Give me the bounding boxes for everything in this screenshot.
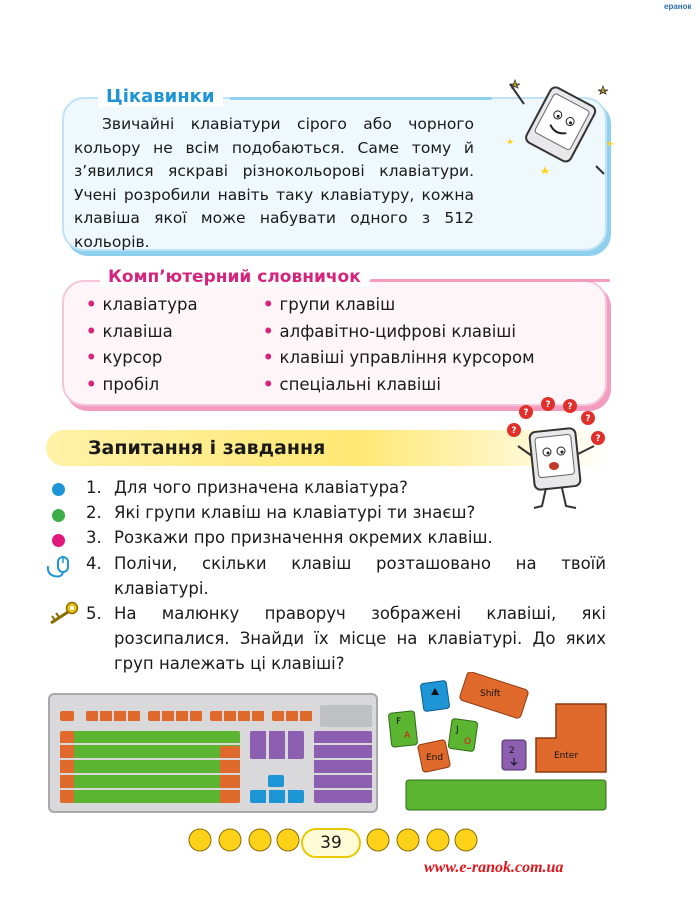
question-item	[86, 601, 606, 676]
function-keys-group	[272, 711, 314, 721]
dictionary-item: • клавіатура	[86, 292, 198, 319]
function-keys-group	[86, 711, 142, 721]
pink-dot-icon	[52, 534, 65, 547]
logo-text: eранок	[664, 2, 692, 11]
question-text: Розкажи про призначення окремих клавіш.	[114, 528, 493, 547]
f-key-label: F	[396, 717, 402, 727]
spacebar-key	[104, 790, 184, 803]
navigation-keys	[250, 731, 304, 759]
green-dot-icon	[52, 509, 65, 522]
dictionary-title-underline	[370, 279, 610, 282]
shift-key-label: Shift	[480, 689, 501, 699]
j-key-label: J	[456, 725, 459, 735]
num2-key-label: 2	[509, 746, 515, 756]
dictionary-right-list	[263, 292, 535, 398]
svg-text:?: ?	[595, 434, 601, 444]
indicator-panel	[320, 705, 372, 727]
right-mascots-icon	[362, 822, 482, 856]
dictionary-item: • спеціальні клавіші	[263, 372, 535, 399]
svg-text:?: ?	[585, 414, 591, 424]
arrow-keys-row	[250, 790, 304, 803]
publisher-logo	[664, 2, 696, 16]
question-text: Полічи, скільки клавіш розташовано на твоїй клавіатурі.	[114, 554, 606, 598]
function-keys-group	[148, 711, 204, 721]
facts-title: Цікавинки	[98, 86, 223, 107]
dictionary-item: • клавіша	[86, 319, 198, 346]
end-key-label: End	[426, 753, 444, 763]
dictionary-item: • алфавітно-цифрові клавіші	[263, 319, 535, 346]
page-number: 39	[301, 828, 361, 858]
tablet-mascot-icon	[500, 74, 618, 186]
key-icon	[46, 601, 80, 625]
dictionary-item: • курсор	[86, 345, 198, 372]
dictionary-item: • пробіл	[86, 372, 198, 399]
dictionary-left-list	[86, 292, 198, 398]
svg-text:?: ?	[567, 402, 573, 412]
keyboard-illustration	[48, 693, 378, 813]
question-number: 1.	[86, 478, 102, 497]
dictionary-item: • клавіші управління курсором	[263, 345, 535, 372]
website-link[interactable]: www.e-ranok.com.ua	[424, 859, 564, 876]
facts-text	[74, 113, 474, 254]
question-number: 4.	[86, 554, 102, 573]
question-number: 5.	[86, 604, 102, 623]
function-keys-group	[210, 711, 266, 721]
left-special-keys	[60, 731, 74, 803]
right-special-keys	[220, 746, 240, 803]
question-item	[86, 475, 606, 500]
question-item	[86, 551, 606, 601]
numeric-keypad	[314, 731, 372, 803]
mouse-icon	[44, 554, 74, 580]
dictionary-title: Комп’ютерний словничок	[100, 267, 369, 287]
svg-text:?: ?	[523, 408, 529, 418]
question-number: 3.	[86, 528, 102, 547]
a-key-label: A	[404, 731, 411, 741]
dictionary-item: • групи клавіш	[263, 292, 535, 319]
arrow-up-key	[268, 775, 284, 787]
facts-paragraph: Звичайні клавіатури сірого або чорного кольору не всім подобаються. Саме тому й з’явилися яскраві різнокольорові клавіатури. Учені розробили навіть таку клавіатуру, кожна клавіша якої може набувати одного з 512 кольорів.	[74, 115, 474, 251]
question-text: Для чого призначена клавіатура?	[114, 478, 408, 497]
question-number: 2.	[86, 503, 102, 522]
esc-key	[60, 711, 74, 721]
svg-text:?: ?	[545, 400, 551, 410]
left-mascots-icon	[184, 822, 302, 856]
question-item	[86, 500, 606, 525]
facts-title-underline	[230, 97, 492, 100]
svg-text:?: ?	[511, 426, 517, 436]
blue-dot-icon	[52, 483, 65, 496]
question-item	[86, 525, 606, 550]
question-text: Які групи клавіш на клавіатурі ти знаєш?	[114, 503, 476, 522]
question-text: На малюнку праворуч зображені клавіші, які розсипалися. Знайди їх місце на клавіатурі. До яких груп належать ці клавіші?	[114, 604, 606, 673]
questions-title: Запитання і завдання	[88, 437, 326, 459]
o-key-label: O	[464, 737, 472, 747]
scattered-keys-illustration	[386, 672, 626, 822]
enter-key-label: Enter	[554, 751, 579, 761]
